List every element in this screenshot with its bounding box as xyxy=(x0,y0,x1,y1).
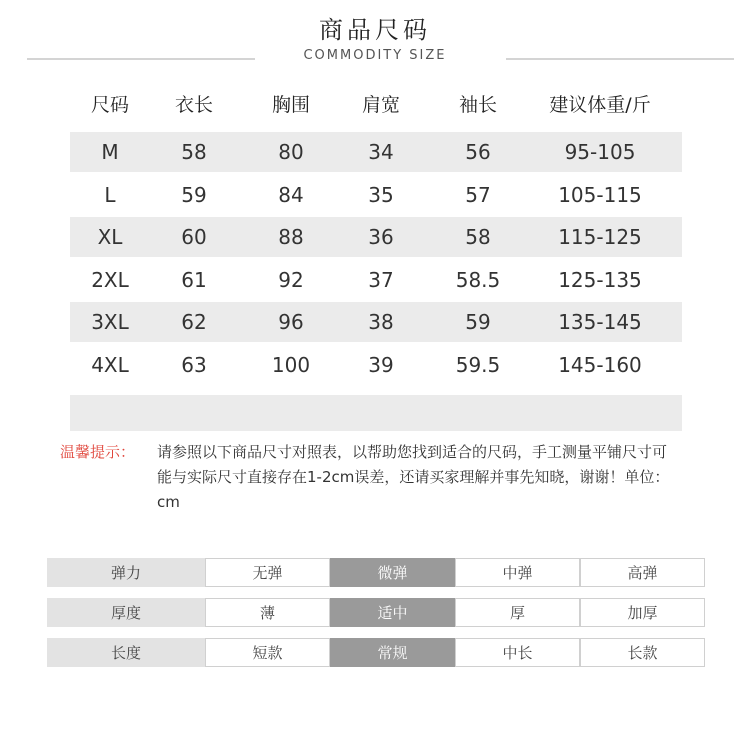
sleeve-cell: 59 xyxy=(465,310,491,334)
weight-cell: 135-145 xyxy=(558,310,642,334)
sleeve-cell: 59.5 xyxy=(455,352,501,377)
attribute-option: 厚 xyxy=(455,598,580,627)
size-cell: 4XL xyxy=(91,352,129,377)
empty-table-row xyxy=(70,395,682,431)
table-row xyxy=(70,217,682,257)
attribute-option: 中弹 xyxy=(455,558,580,587)
length-cell: 60 xyxy=(181,225,207,249)
shoulder-cell: 37 xyxy=(368,267,394,292)
attribute-option: 无弹 xyxy=(205,558,330,587)
length-cell: 61 xyxy=(181,267,207,292)
sleeve-cell: 58 xyxy=(465,225,491,249)
size-cell: M xyxy=(101,140,119,164)
chest-cell: 88 xyxy=(278,225,304,249)
page-title: 商品尺码 xyxy=(319,16,431,44)
length-cell: 63 xyxy=(181,352,207,377)
size-cell: L xyxy=(104,182,116,207)
attribute-option-selected: 常规 xyxy=(330,638,455,667)
length-cell: 59 xyxy=(181,182,207,207)
fabric-attribute-table xyxy=(47,558,705,678)
attribute-option-selected: 微弹 xyxy=(330,558,455,587)
chest-cell: 84 xyxy=(278,182,304,207)
sleeve-cell: 58.5 xyxy=(455,267,501,292)
size-table-header-row xyxy=(70,85,682,125)
table-row xyxy=(70,260,682,300)
chest-cell: 100 xyxy=(271,352,311,377)
chest-cell: 92 xyxy=(278,267,304,292)
attribute-option: 加厚 xyxy=(580,598,705,627)
sleeve-cell: 57 xyxy=(465,182,491,207)
weight-cell: 145-160 xyxy=(558,352,642,377)
header-size: 尺码 xyxy=(90,94,129,116)
weight-cell: 105-115 xyxy=(558,182,642,207)
shoulder-cell: 35 xyxy=(368,182,394,207)
tip-label: 温馨提示： xyxy=(60,443,136,461)
attribute-label: 厚度 xyxy=(47,598,205,627)
length-cell: 62 xyxy=(181,310,207,334)
attribute-option: 长款 xyxy=(580,638,705,667)
shoulder-cell: 36 xyxy=(368,225,394,249)
chest-cell: 80 xyxy=(278,140,304,164)
shoulder-cell: 34 xyxy=(368,140,394,164)
header-weight: 建议体重/斤 xyxy=(549,94,651,116)
attribute-option: 短款 xyxy=(205,638,330,667)
size-cell: XL xyxy=(97,225,123,249)
tip-text: 请参照以下商品尺寸对照表，以帮助您找到适合的尺码，手工测量平铺尺寸可能与实际尺寸直接存在1-2cm误差，还请买家理解并事先知晓，谢谢！单位：cm xyxy=(157,443,670,511)
weight-cell: 115-125 xyxy=(558,225,642,249)
sleeve-cell: 56 xyxy=(465,140,491,164)
size-cell: 2XL xyxy=(91,267,129,292)
attribute-row-elasticity xyxy=(47,558,705,587)
attribute-row-thickness xyxy=(47,598,705,627)
header-sleeve: 袖长 xyxy=(458,94,497,116)
attribute-option: 高弹 xyxy=(580,558,705,587)
header-chest: 胸围 xyxy=(271,94,310,116)
length-cell: 58 xyxy=(181,140,207,164)
page-subtitle: COMMODITY SIZE xyxy=(303,48,447,63)
shoulder-cell: 38 xyxy=(368,310,394,334)
table-row xyxy=(70,302,682,342)
table-row xyxy=(70,345,682,385)
table-row xyxy=(70,175,682,215)
table-row xyxy=(70,132,682,172)
divider-right xyxy=(506,58,734,60)
weight-cell: 95-105 xyxy=(564,140,636,164)
attribute-label: 长度 xyxy=(47,638,205,667)
size-cell: 3XL xyxy=(91,310,129,334)
attribute-label: 弹力 xyxy=(47,558,205,587)
attribute-option-selected: 适中 xyxy=(330,598,455,627)
attribute-option: 薄 xyxy=(205,598,330,627)
chest-cell: 96 xyxy=(278,310,304,334)
header-shoulder: 肩宽 xyxy=(361,94,400,116)
shoulder-cell: 39 xyxy=(368,352,394,377)
size-chart-table xyxy=(70,85,682,433)
header-length: 衣长 xyxy=(174,94,213,116)
weight-cell: 125-135 xyxy=(558,267,642,292)
attribute-option: 中长 xyxy=(455,638,580,667)
attribute-row-length xyxy=(47,638,705,667)
